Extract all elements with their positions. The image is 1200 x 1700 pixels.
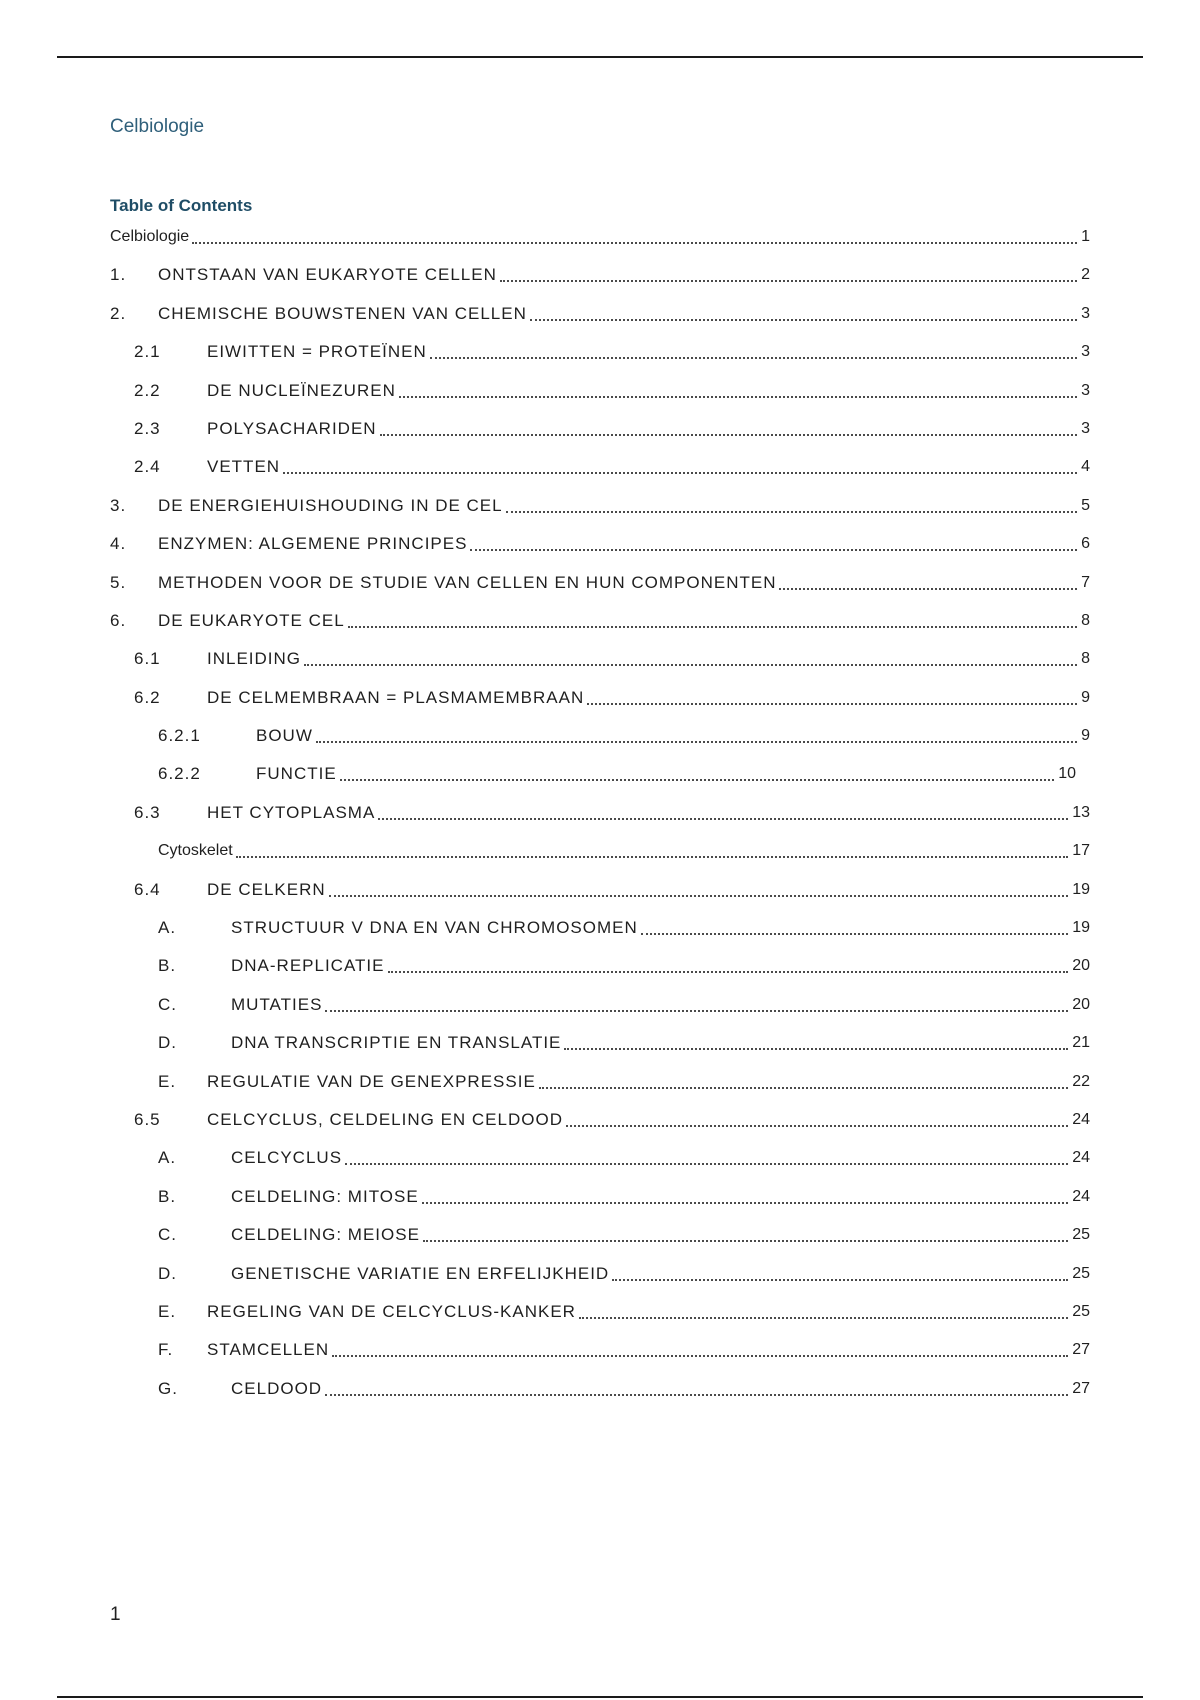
toc-entry-label: STRUCTUUR V DNA EN VAN CHROMOSOMEN: [231, 918, 638, 938]
toc-entry[interactable]: [110, 1301, 1090, 1339]
toc-leader-dots: [470, 533, 1077, 551]
toc-leader-dots: [399, 380, 1077, 398]
toc-entry-page: 3: [1081, 419, 1090, 437]
toc-leader-dots: [378, 802, 1068, 820]
toc-entry[interactable]: [110, 802, 1090, 840]
toc-entry-page: 3: [1081, 343, 1090, 361]
toc-leader-dots: [192, 226, 1077, 244]
toc-entry-page: 27: [1072, 1341, 1090, 1359]
toc-entry[interactable]: [110, 1263, 1090, 1301]
toc-entry-page: 22: [1072, 1072, 1090, 1090]
toc-entry-number: 6.4: [134, 879, 161, 899]
toc-entry-number: E.: [158, 1071, 177, 1091]
toc-entry-number: 6.2.2: [158, 764, 201, 784]
toc-entry-label: MUTATIES: [231, 994, 323, 1014]
toc-entry-number: D.: [158, 1033, 177, 1053]
toc-entry-page: 2: [1081, 266, 1090, 284]
toc-entry-page: 24: [1072, 1110, 1090, 1128]
toc-entry[interactable]: [110, 917, 1090, 955]
toc-entry-page: 9: [1081, 688, 1090, 706]
toc-entry[interactable]: [110, 610, 1090, 648]
toc-entry-label: CELCYCLUS: [231, 1148, 343, 1168]
document-header-title: Celbiologie: [110, 116, 205, 137]
toc-entry-label: DE CELMEMBRAAN = PLASMAMEMBRAAN: [207, 687, 585, 707]
toc-entry-page: 3: [1081, 304, 1090, 322]
toc-leader-dots: [325, 1378, 1068, 1396]
toc-entry[interactable]: [110, 418, 1090, 456]
toc-entry-label: CELDOOD: [231, 1378, 323, 1398]
toc-entry-label: ONTSTAAN VAN EUKARYOTE CELLEN: [158, 265, 497, 285]
toc-entry-label: VETTEN: [207, 457, 281, 477]
toc-entry-page: 9: [1081, 727, 1090, 745]
table-of-contents: [110, 226, 1090, 1416]
toc-entry-label: BOUW: [256, 726, 313, 746]
toc-entry-number: B.: [158, 956, 177, 976]
toc-leader-dots: [340, 763, 1055, 781]
page-number: 1: [110, 1604, 121, 1625]
toc-entry-page: 19: [1072, 880, 1090, 898]
toc-entry-number: 2.1: [134, 342, 161, 362]
toc-entry[interactable]: [110, 994, 1090, 1032]
toc-entry-number: 6.1: [134, 649, 161, 669]
toc-entry-label: ENZYMEN: ALGEMENE PRINCIPES: [158, 534, 468, 554]
toc-entry-number: 1.: [110, 265, 127, 285]
toc-entry[interactable]: [110, 879, 1090, 917]
toc-entry[interactable]: [110, 341, 1090, 379]
toc-entry-number: D.: [158, 1263, 177, 1283]
toc-entry[interactable]: [110, 226, 1090, 264]
toc-entry-number: A.: [158, 1148, 177, 1168]
toc-entry-label: CELCYCLUS, CELDELING EN CELDOOD: [207, 1109, 563, 1129]
toc-entry-number: 6.: [110, 610, 127, 630]
toc-entry-label: DE ENERGIEHUISHOUDING IN DE CEL: [158, 495, 503, 515]
toc-entry[interactable]: [110, 1071, 1090, 1109]
toc-entry-number: A.: [158, 918, 177, 938]
toc-entry-number: C.: [158, 994, 177, 1014]
toc-entry[interactable]: [110, 763, 1076, 801]
toc-entry[interactable]: [110, 1109, 1090, 1147]
toc-entry-label: DE CELKERN: [207, 879, 326, 899]
toc-leader-dots: [380, 418, 1078, 436]
toc-entry-label: DNA TRANSCRIPTIE EN TRANSLATIE: [231, 1033, 562, 1053]
toc-entry[interactable]: [110, 840, 1090, 878]
toc-leader-dots: [779, 572, 1077, 590]
toc-entry-page: 17: [1072, 842, 1090, 860]
toc-entry-page: 1: [1081, 228, 1090, 245]
toc-entry-number: E.: [158, 1301, 177, 1321]
toc-leader-dots: [579, 1301, 1068, 1319]
toc-entry-label: DNA-REPLICATIE: [231, 956, 385, 976]
toc-leader-dots: [345, 1147, 1068, 1165]
toc-entry-page: 13: [1072, 803, 1090, 821]
toc-entry-page: 24: [1072, 1187, 1090, 1205]
toc-entry[interactable]: [110, 1147, 1090, 1185]
toc-entry[interactable]: [110, 456, 1090, 494]
toc-entry-page: 8: [1081, 611, 1090, 629]
toc-leader-dots: [348, 610, 1077, 628]
toc-entry-number: 6.2: [134, 687, 161, 707]
toc-entry[interactable]: [110, 303, 1090, 341]
toc-entry[interactable]: [110, 725, 1090, 763]
toc-entry-page: 25: [1072, 1264, 1090, 1282]
toc-entry-number: 4.: [110, 534, 127, 554]
toc-entry-page: 21: [1072, 1034, 1090, 1052]
toc-leader-dots: [332, 1339, 1068, 1357]
toc-entry-label: DE EUKARYOTE CEL: [158, 610, 345, 630]
toc-entry-label: INLEIDING: [207, 649, 302, 669]
toc-entry-number: B.: [158, 1186, 177, 1206]
toc-entry-page: 5: [1081, 496, 1090, 514]
toc-entry-label: CELDELING: MITOSE: [231, 1186, 419, 1206]
toc-leader-dots: [506, 495, 1077, 513]
toc-entry-label: CELDELING: MEIOSE: [231, 1225, 420, 1245]
toc-entry-number: G.: [158, 1378, 178, 1398]
toc-leader-dots: [612, 1263, 1068, 1281]
toc-entry-page: 3: [1081, 381, 1090, 399]
toc-entry-page: 27: [1072, 1379, 1090, 1397]
toc-leader-dots: [283, 456, 1077, 474]
toc-entry-label: REGULATIE VAN DE GENEXPRESSIE: [207, 1071, 536, 1091]
toc-entry-page: 19: [1072, 919, 1090, 937]
toc-entry-number: 2.2: [134, 380, 161, 400]
toc-entry-label: POLYSACHARIDEN: [207, 418, 377, 438]
toc-entry[interactable]: [110, 380, 1090, 418]
toc-leader-dots: [641, 917, 1068, 935]
toc-entry-page: 10: [1058, 765, 1076, 783]
toc-leader-dots: [236, 840, 1069, 858]
toc-leader-dots: [316, 725, 1077, 743]
toc-entry[interactable]: [110, 572, 1090, 610]
toc-entry-number: F.: [158, 1340, 174, 1360]
toc-leader-dots: [329, 879, 1069, 897]
toc-entry-label: REGELING VAN DE CELCYCLUS-KANKER: [207, 1301, 576, 1321]
toc-leader-dots: [423, 1224, 1068, 1242]
toc-leader-dots: [304, 648, 1077, 666]
toc-entry[interactable]: [110, 648, 1090, 686]
toc-entry-number: 2.3: [134, 418, 161, 438]
toc-entry[interactable]: [110, 264, 1090, 302]
toc-leader-dots: [430, 341, 1077, 359]
toc-entry-label: METHODEN VOOR DE STUDIE VAN CELLEN EN HUN COMPONENTEN: [158, 572, 777, 592]
toc-entry-label: FUNCTIE: [256, 764, 337, 784]
toc-entry-number: 6.3: [134, 802, 161, 822]
toc-entry-label: Celbiologie: [110, 228, 190, 245]
toc-entry[interactable]: [110, 533, 1090, 571]
toc-entry-page: 8: [1081, 650, 1090, 668]
toc-entry[interactable]: [110, 1378, 1090, 1416]
toc-entry-number: 5.: [110, 572, 127, 592]
toc-entry-label: STAMCELLEN: [207, 1340, 330, 1360]
toc-entry[interactable]: [110, 687, 1090, 725]
footer-rule: [57, 1696, 1143, 1698]
toc-entry-number: C.: [158, 1225, 177, 1245]
toc-leader-dots: [325, 994, 1068, 1012]
toc-entry-number: 6.2.1: [158, 726, 201, 746]
toc-entry-number: 2.: [110, 303, 127, 323]
toc-leader-dots: [500, 264, 1077, 282]
toc-entry-page: 25: [1072, 1226, 1090, 1244]
toc-entry-page: 6: [1081, 535, 1090, 553]
toc-entry-label: CHEMISCHE BOUWSTENEN VAN CELLEN: [158, 303, 527, 323]
toc-heading: Table of Contents: [110, 196, 253, 215]
toc-entry[interactable]: [110, 1224, 1090, 1262]
toc-leader-dots: [566, 1109, 1068, 1127]
toc-entry-page: 7: [1081, 573, 1090, 591]
toc-leader-dots: [422, 1186, 1069, 1204]
toc-entry-page: 20: [1072, 957, 1090, 975]
toc-entry-label: DE NUCLEÏNEZUREN: [207, 380, 396, 400]
toc-leader-dots: [388, 955, 1069, 973]
toc-entry-number: 2.4: [134, 457, 161, 477]
toc-entry-page: 25: [1072, 1302, 1090, 1320]
toc-entry[interactable]: [110, 1186, 1090, 1224]
toc-leader-dots: [564, 1032, 1068, 1050]
toc-entry-page: 4: [1081, 458, 1090, 476]
toc-entry-page: 24: [1072, 1149, 1090, 1167]
toc-entry-number: 6.5: [134, 1109, 161, 1129]
toc-entry-label: Cytoskelet: [158, 842, 233, 860]
toc-entry[interactable]: [110, 1032, 1090, 1070]
toc-leader-dots: [539, 1071, 1068, 1089]
toc-entry-number: 3.: [110, 495, 127, 515]
toc-entry-label: HET CYTOPLASMA: [207, 802, 376, 822]
toc-entry-label: GENETISCHE VARIATIE EN ERFELIJKHEID: [231, 1263, 610, 1283]
toc-entry[interactable]: [110, 495, 1090, 533]
toc-entry[interactable]: [110, 955, 1090, 993]
toc-entry-label: EIWITTEN = PROTEÏNEN: [207, 342, 427, 362]
header-rule: [57, 56, 1143, 58]
toc-entry[interactable]: [110, 1339, 1090, 1377]
toc-leader-dots: [587, 687, 1077, 705]
toc-entry-page: 20: [1072, 995, 1090, 1013]
toc-leader-dots: [530, 303, 1077, 321]
